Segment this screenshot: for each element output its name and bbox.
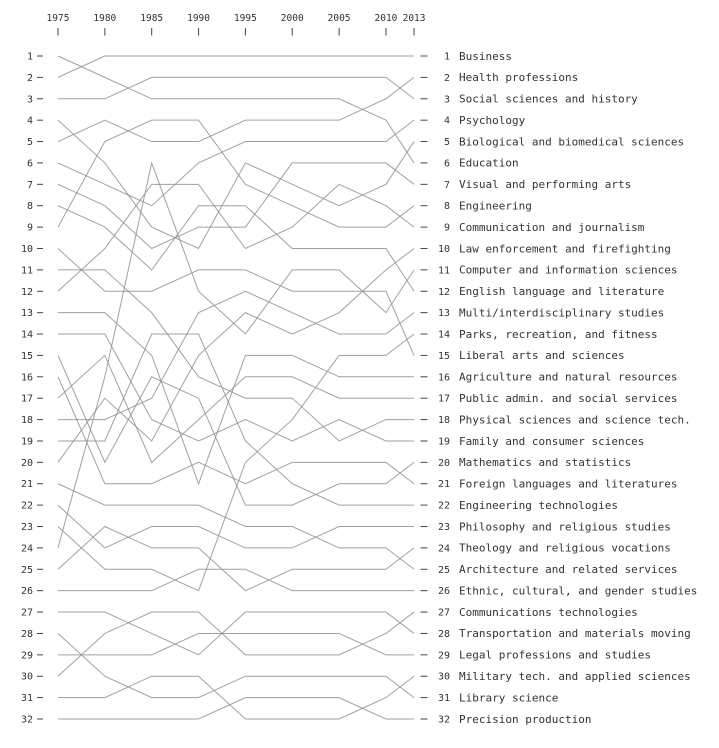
series-name-label: Engineering technologies (459, 498, 618, 512)
series-name-label: Physical sciences and science tech. (459, 413, 691, 427)
left-rank-label: 19 (20, 436, 33, 448)
series-name-label: Parks, recreation, and fitness (459, 327, 658, 341)
left-rank-label: 20 (20, 457, 33, 469)
left-rank-label: 18 (20, 415, 33, 427)
left-rank-label: 28 (20, 628, 33, 640)
series-name-label: Communication and journalism (459, 220, 645, 234)
left-rank-label: 2 (26, 72, 33, 84)
series-line (58, 505, 414, 548)
right-rank-label: 27 (437, 607, 450, 619)
right-rank-label: 1 (443, 51, 450, 63)
left-rank-label: 7 (26, 179, 33, 191)
series-line (58, 77, 414, 141)
right-rank-label: 7 (443, 179, 450, 191)
x-axis-year-label: 1980 (93, 13, 117, 24)
series-line (58, 56, 414, 77)
series-name-label: Communications technologies (459, 605, 638, 619)
x-axis-year-label: 2000 (280, 13, 304, 24)
left-rank-label: 21 (20, 479, 33, 491)
series-name-label: Multi/interdisciplinary studies (459, 306, 665, 320)
right-rank-label: 32 (437, 714, 450, 726)
series-line (58, 355, 414, 462)
left-rank-label: 14 (20, 329, 33, 341)
left-rank-label: 25 (20, 564, 33, 576)
right-rank-label: 14 (437, 329, 450, 341)
x-axis-year-label: 1975 (46, 13, 70, 24)
series-name-label: Theology and religious vocations (459, 541, 671, 555)
left-rank-label: 9 (26, 222, 33, 234)
right-rank-label: 15 (437, 350, 450, 362)
series-line (58, 612, 414, 676)
right-rank-label: 20 (437, 457, 450, 469)
right-rank-label: 11 (437, 265, 450, 277)
right-rank-label: 16 (437, 372, 450, 384)
series-line (58, 56, 414, 163)
left-rank-label: 5 (26, 137, 33, 149)
series-name-label: Ethnic, cultural, and gender studies (459, 584, 698, 598)
left-rank-label: 31 (20, 693, 33, 705)
right-rank-label: 30 (437, 671, 450, 683)
left-rank-label: 6 (26, 158, 33, 170)
left-rank-label: 1 (26, 51, 33, 63)
series-name-label: Agriculture and natural resources (459, 370, 678, 384)
x-axis-year-label: 1995 (233, 13, 257, 24)
series-name-label: Family and consumer sciences (459, 434, 645, 448)
right-rank-label: 12 (437, 286, 450, 298)
series-name-label: Social sciences and history (459, 92, 638, 106)
series-name-label: Precision production (459, 712, 592, 726)
series-line (58, 527, 414, 591)
series-line (58, 206, 414, 292)
left-rank-label: 23 (20, 522, 33, 534)
right-rank-label: 5 (443, 137, 450, 149)
right-rank-label: 25 (437, 564, 450, 576)
series-name-label: Engineering (459, 199, 532, 213)
left-rank-label: 3 (26, 94, 33, 106)
right-rank-label: 4 (443, 115, 450, 127)
left-rank-label: 4 (26, 115, 33, 127)
series-line (58, 676, 414, 719)
x-axis-year-label: 1990 (187, 13, 210, 24)
x-axis-year-label: 2010 (374, 13, 398, 24)
left-rank-label: 26 (20, 586, 33, 598)
left-rank-label: 15 (20, 350, 33, 362)
left-rank-label: 27 (20, 607, 33, 619)
left-rank-label: 22 (20, 500, 33, 512)
right-rank-label: 22 (437, 500, 450, 512)
left-rank-label: 30 (20, 671, 33, 683)
series-name-label: English language and literature (459, 285, 665, 299)
series-name-label: Education (459, 156, 519, 170)
series-name-label: Legal professions and studies (459, 648, 652, 662)
left-rank-label: 8 (26, 201, 33, 213)
series-line (58, 120, 414, 248)
right-rank-label: 19 (437, 436, 450, 448)
series-line (58, 377, 414, 484)
series-name-label: Psychology (459, 113, 526, 127)
series-name-label: Visual and performing arts (459, 178, 632, 192)
series-name-label: Business (459, 49, 512, 63)
series-name-label: Computer and information sciences (459, 263, 678, 277)
series-line (58, 248, 414, 355)
right-rank-label: 9 (443, 222, 450, 234)
series-name-label: Liberal arts and sciences (459, 349, 625, 363)
series-line (58, 355, 414, 505)
right-rank-label: 29 (437, 650, 450, 662)
right-rank-label: 8 (443, 201, 450, 213)
left-rank-label: 29 (20, 650, 33, 662)
series-name-label: Law enforcement and firefighting (459, 242, 671, 256)
series-name-label: Biological and biomedical sciences (459, 135, 685, 149)
series-name-label: Transportation and materials moving (459, 627, 691, 641)
series-name-label: Architecture and related services (459, 563, 678, 577)
series-line (58, 698, 414, 719)
series-line (58, 633, 414, 654)
right-rank-label: 28 (437, 628, 450, 640)
right-rank-label: 2 (443, 72, 450, 84)
right-rank-label: 31 (437, 693, 450, 705)
x-axis-year-label: 2013 (402, 13, 426, 24)
right-rank-label: 26 (437, 586, 450, 598)
series-name-label: Military tech. and applied sciences (459, 670, 691, 684)
series-name-label: Philosophy and religious studies (459, 520, 671, 534)
series-name-label: Foreign languages and literatures (459, 477, 678, 491)
left-rank-label: 11 (20, 265, 33, 277)
x-axis-year-label: 2005 (327, 13, 351, 24)
right-rank-label: 18 (437, 415, 450, 427)
right-rank-label: 3 (443, 94, 450, 106)
left-rank-label: 16 (20, 372, 33, 384)
left-rank-label: 17 (20, 393, 33, 405)
right-rank-label: 21 (437, 479, 450, 491)
x-axis-year-label: 1985 (140, 13, 164, 24)
left-rank-label: 24 (20, 543, 33, 555)
series-name-label: Health professions (459, 71, 579, 85)
right-rank-label: 6 (443, 158, 450, 170)
series-name-label: Library science (459, 691, 559, 705)
right-rank-label: 13 (437, 308, 450, 320)
series-line (58, 569, 414, 590)
left-rank-label: 10 (20, 243, 33, 255)
right-rank-label: 10 (437, 243, 450, 255)
right-rank-label: 24 (437, 543, 450, 555)
right-rank-label: 17 (437, 393, 450, 405)
left-rank-label: 13 (20, 308, 33, 320)
left-rank-label: 32 (20, 714, 33, 726)
series-name-label: Mathematics and statistics (459, 456, 632, 470)
right-rank-label: 23 (437, 522, 450, 534)
left-rank-label: 12 (20, 286, 33, 298)
series-name-label: Public admin. and social services (459, 391, 678, 405)
